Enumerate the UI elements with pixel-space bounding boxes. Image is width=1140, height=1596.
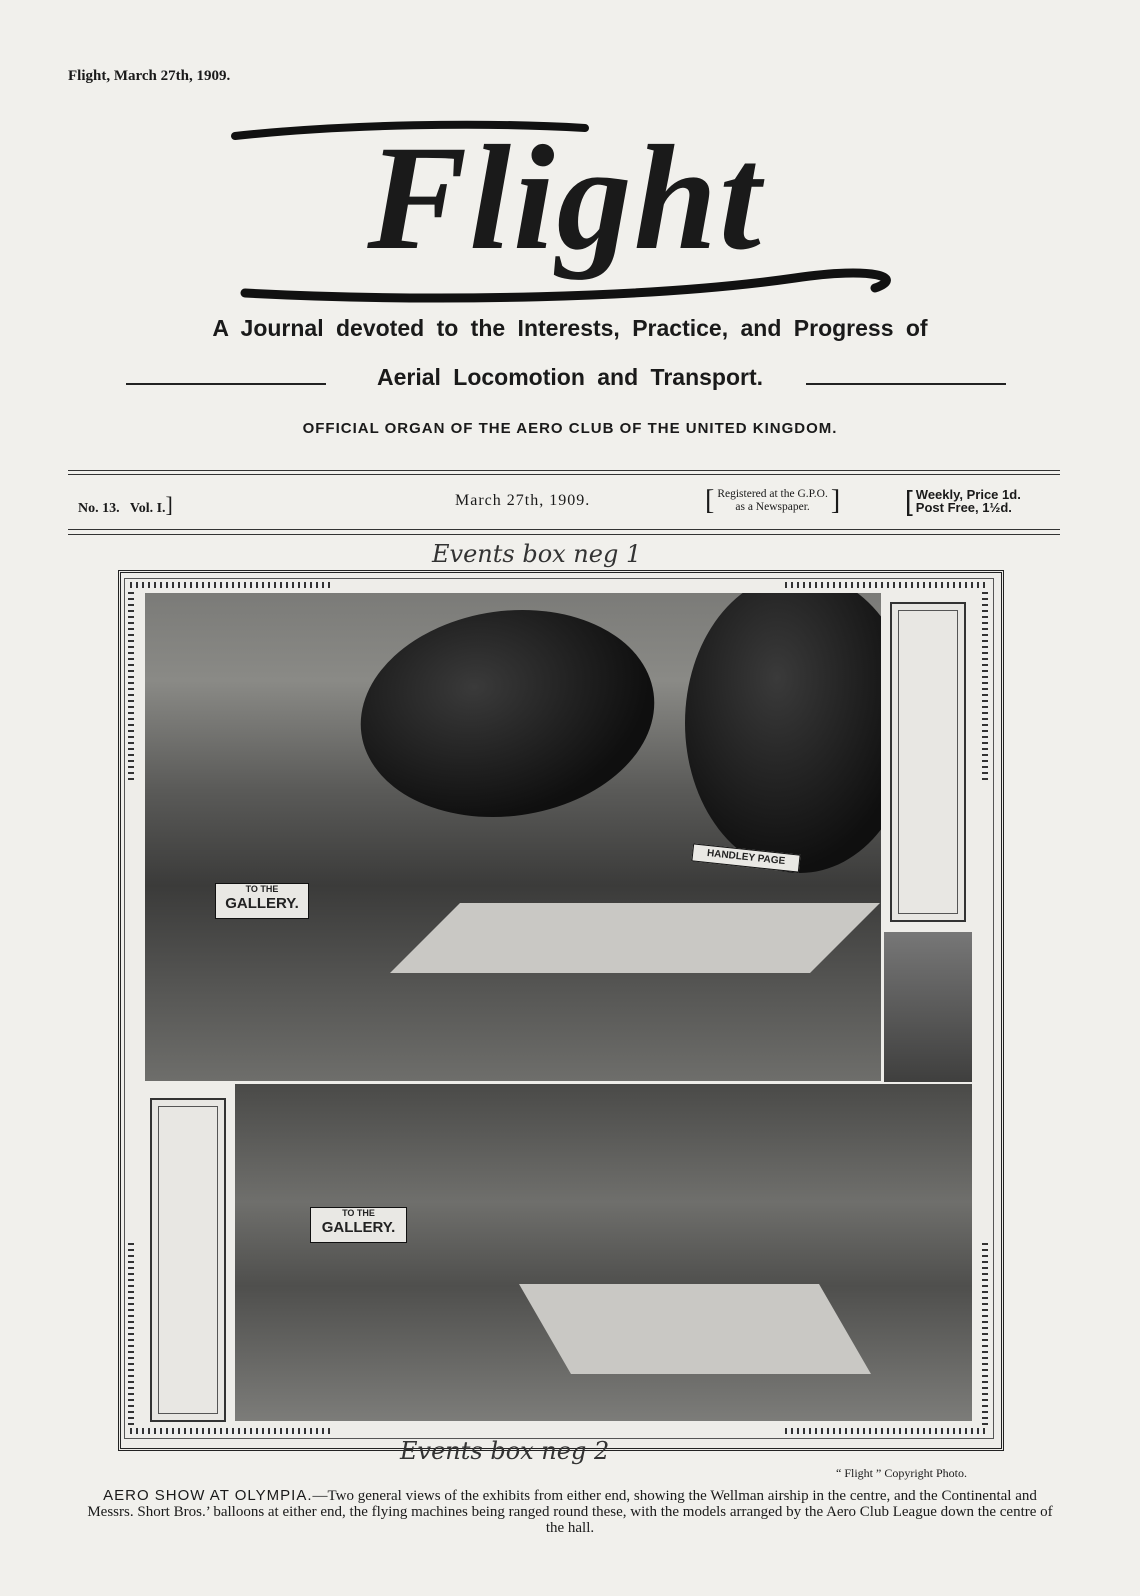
frame-ornament-left-bottom [128,1240,134,1425]
sign-to-the-gallery-1 [215,883,309,919]
masthead-swash [235,258,895,308]
balloon-shape-1 [685,593,881,873]
price-notice: [ Weekly, Price 1d. Post Free, 1½d. [905,485,1021,516]
frame-ornament-right-top [982,590,988,780]
tagline-rule-right [806,383,1006,385]
sign-gallery-2-top: TO THE [342,1208,375,1218]
rule-mid-1 [68,529,1060,530]
official-organ: OFFICIAL ORGAN OF THE AERO CLUB OF THE UNITED KINGDOM. [302,420,838,437]
handwritten-note-top: Events box neg 1 [432,540,642,568]
masthead-title: Flight [367,115,763,281]
photo-caption [80,1488,1060,1536]
handwritten-note-bottom: Events box neg 2 [400,1437,610,1465]
issue-number-text: No. 13. [78,501,120,516]
rule-top-2 [68,474,1060,475]
caption-body: —Two general views of the exhibits from either end, showing the Wellman airship in the centre, and the Continental and Messrs. Short Bros.’ balloons at either end, the flying machines being ranged round these, with the models arranged by the Aero Club League down the centre of the hall. [87,1488,1053,1536]
aeroplane-wing-1 [390,903,880,973]
rule-mid-2 [68,534,1060,535]
masthead-logo [215,108,915,308]
issue-number: No. 13. Vol. I.] [78,492,173,517]
sign-gallery-2-bottom: GALLERY. [321,1219,396,1236]
frame-panel-right [890,602,966,922]
caption-title: AERO SHOW AT OLYMPIA. [103,1487,313,1504]
masthead-topbar [225,116,595,146]
sign-to-the-gallery-2 [310,1207,407,1243]
frame-ornament-bottom-right [785,1428,985,1434]
photo-olympia-view-2 [235,1084,972,1421]
sign-handley-page: HANDLEY PAGE [691,843,800,872]
price-line-2: Post Free, 1½d. [915,500,1012,515]
registered-line-2: as a Newspaper. [735,501,810,513]
running-head: Flight, March 27th, 1909. [68,68,231,84]
photo-credit: “ Flight ” Copyright Photo. [836,1466,968,1480]
issue-date: March 27th, 1909. [455,492,591,509]
issue-volume-text: Vol. I. [129,501,166,516]
frame-panel-left [150,1098,226,1422]
frame-ornament-right-bottom [982,1240,988,1425]
registered-line-1: Registered at the G.P.O. [717,488,828,500]
sign-gallery-1-bottom: GALLERY. [225,895,299,912]
sign-gallery-1-top: TO THE [245,884,279,894]
registered-notice: [ Registered at the G.P.O. as a Newspaper. ] [705,485,841,516]
photo-corner-fill [884,932,972,1082]
frame-ornament-top-right [785,582,985,588]
tagline-line-1: A Journal devoted to the Interests, Practice, and Progress of [212,315,928,341]
rule-top-1 [68,470,1060,471]
frame-ornament-top-left [130,582,330,588]
airship-shape-1 [347,593,668,836]
aeroplane-wing-2 [519,1284,871,1374]
photo-olympia-view-1 [145,593,881,1081]
tagline-line-2: Aerial Locomotion and Transport. [376,364,764,390]
frame-ornament-left-top [128,590,134,780]
frame-ornament-bottom-left [130,1428,330,1434]
price-line-1: Weekly, Price 1d. [915,487,1021,502]
